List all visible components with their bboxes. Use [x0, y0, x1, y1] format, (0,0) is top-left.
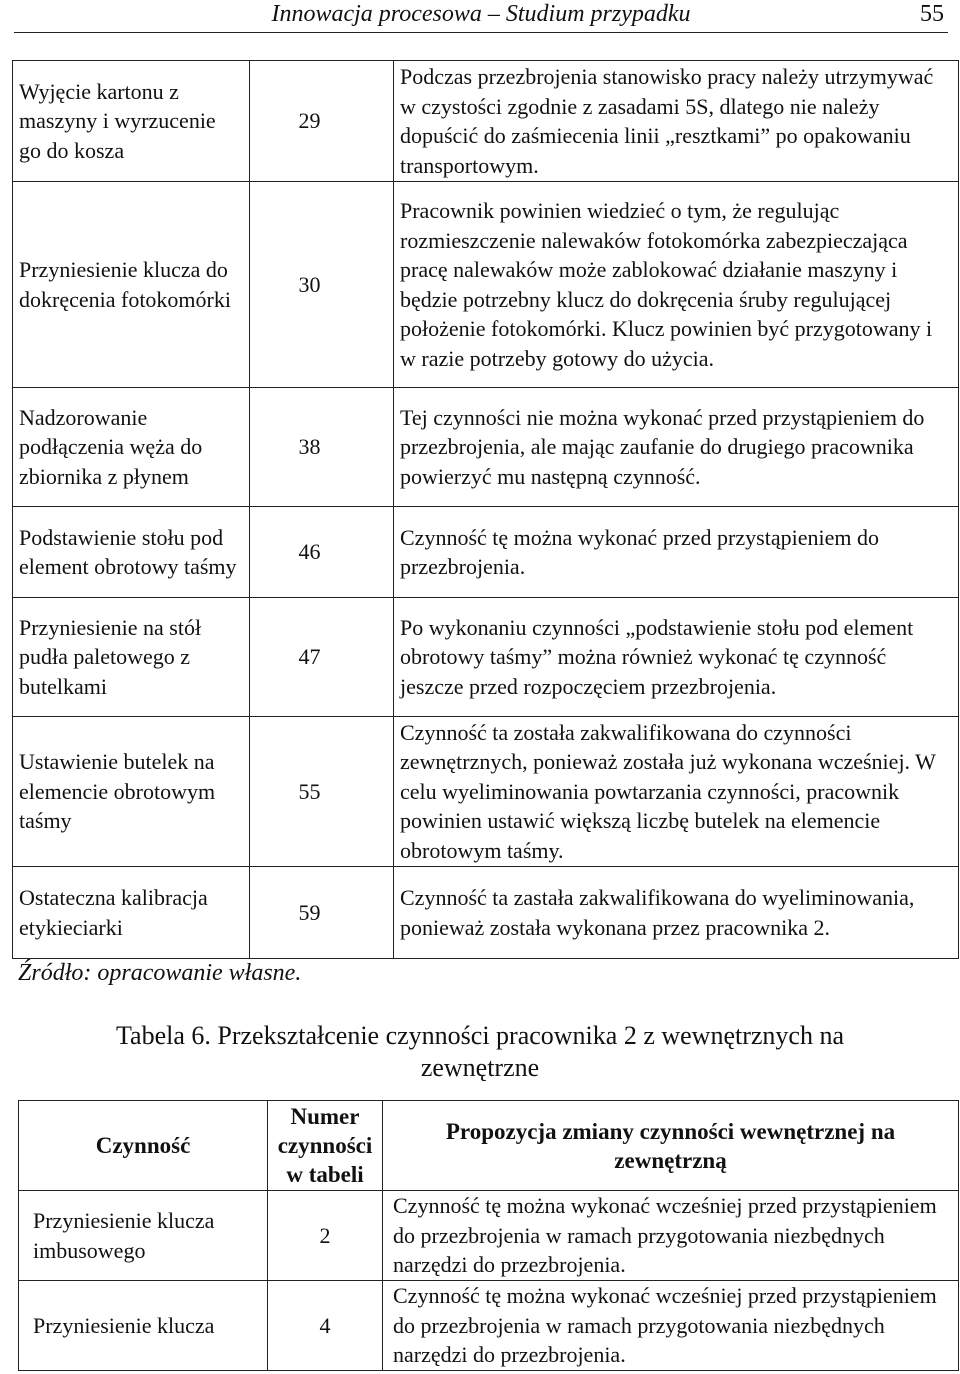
comment-cell: Pracownik powinien wiedzieć o tym, że regulując rozmieszczenie nalewaków fotokomórka zabezpieczająca pracę nalewaków może zablokować działanie maszyny i będzie potrzebny klucz do dokręcenia śruby regulującej położenie fotokomórki. Klucz powinien być przygotowany i w razie potrzeby gotowy do użycia.: [394, 182, 959, 388]
column-header-activity: Czynność: [19, 1101, 268, 1191]
activities-table-continued: [12, 60, 959, 959]
table-header-row: [19, 1101, 959, 1191]
table-row: [13, 867, 959, 959]
table-6: [18, 1100, 959, 1371]
table-row: [19, 1281, 959, 1371]
activity-number-cell: 4: [268, 1281, 383, 1371]
activity-cell: Przyniesienie klucza imbusowego: [19, 1191, 268, 1281]
activity-cell: Nadzorowanie podłączenia węża do zbiornika z płynem: [13, 388, 250, 507]
page-number: 55: [920, 1, 944, 27]
activity-number-cell: 38: [250, 388, 394, 507]
activity-number-cell: 30: [250, 182, 394, 388]
comment-cell: Czynność ta została zakwalifikowana do czynności zewnętrznych, ponieważ została już wykonana wcześniej. W celu wyeliminowania powtarzania czynności, pracownik powinien ustawić większą liczbę butelek na elemencie obrotowym taśmy.: [394, 717, 959, 867]
table-row: [13, 507, 959, 598]
activity-number-cell: 29: [250, 61, 394, 182]
table-row: [13, 717, 959, 867]
table-row: [13, 598, 959, 717]
activity-cell: Podstawienie stołu pod element obrotowy taśmy: [13, 507, 250, 598]
comment-cell: Tej czynności nie można wykonać przed przystąpieniem do przezbrojenia, ale mając zaufanie do drugiego pracownika powierzyć mu następną czynność.: [394, 388, 959, 507]
proposal-cell: Czynność tę można wykonać wcześniej przed przystąpieniem do przezbrojenia w ramach przygotowania niezbędnych narzędzi do przezbrojenia.: [383, 1281, 959, 1371]
running-header: [14, 0, 948, 33]
activity-cell: Ostateczna kalibracja etykieciarki: [13, 867, 250, 959]
activity-number-cell: 55: [250, 717, 394, 867]
table-row: [13, 388, 959, 507]
activity-cell: Przyniesienie klucza do dokręcenia fotokomórki: [13, 182, 250, 388]
activity-number-cell: 46: [250, 507, 394, 598]
source-note: Źródło: opracowanie własne.: [18, 960, 302, 986]
column-header-number: Numer czynności w tabeli: [268, 1101, 383, 1191]
activity-cell: Ustawienie butelek na elemencie obrotowym taśmy: [13, 717, 250, 867]
table-row: [19, 1191, 959, 1281]
table-row: [13, 182, 959, 388]
column-header-proposal: Propozycja zmiany czynności wewnętrznej na zewnętrzną: [383, 1101, 959, 1191]
activity-number-cell: 2: [268, 1191, 383, 1281]
activity-number-cell: 59: [250, 867, 394, 959]
running-title: Innowacja procesowa – Studium przypadku: [271, 1, 691, 27]
comment-cell: Podczas przezbrojenia stanowisko pracy należy utrzymywać w czystości zgodnie z zasadami 5S, dlatego nie należy dopuścić do zaśmiecenia linii „resztkami” po opakowaniu transportowym.: [394, 61, 959, 182]
activity-cell: Przyniesienie klucza: [19, 1281, 268, 1371]
comment-cell: Po wykonaniu czynności „podstawienie stołu pod element obrotowy taśmy” można również wykonać tę czynność jeszcze przed rozpoczęciem przezbrojenia.: [394, 598, 959, 717]
table-caption: Tabela 6. Przekształcenie czynności pracownika 2 z wewnętrznych na zewnętrzne: [115, 1021, 844, 1082]
table-row: [13, 61, 959, 182]
activity-number-cell: 47: [250, 598, 394, 717]
activity-cell: Przyniesienie na stół pudła paletowego z butelkami: [13, 598, 250, 717]
activity-cell: Wyjęcie kartonu z maszyny i wyrzucenie go do kosza: [13, 61, 250, 182]
proposal-cell: Czynność tę można wykonać wcześniej przed przystąpieniem do przezbrojenia w ramach przygotowania niezbędnych narzędzi do przezbrojenia.: [383, 1191, 959, 1281]
comment-cell: Czynność ta zastała zakwalifikowana do wyeliminowania, ponieważ została wykonana przez pracownika 2.: [394, 867, 959, 959]
comment-cell: Czynność tę można wykonać przed przystąpieniem do przezbrojenia.: [394, 507, 959, 598]
